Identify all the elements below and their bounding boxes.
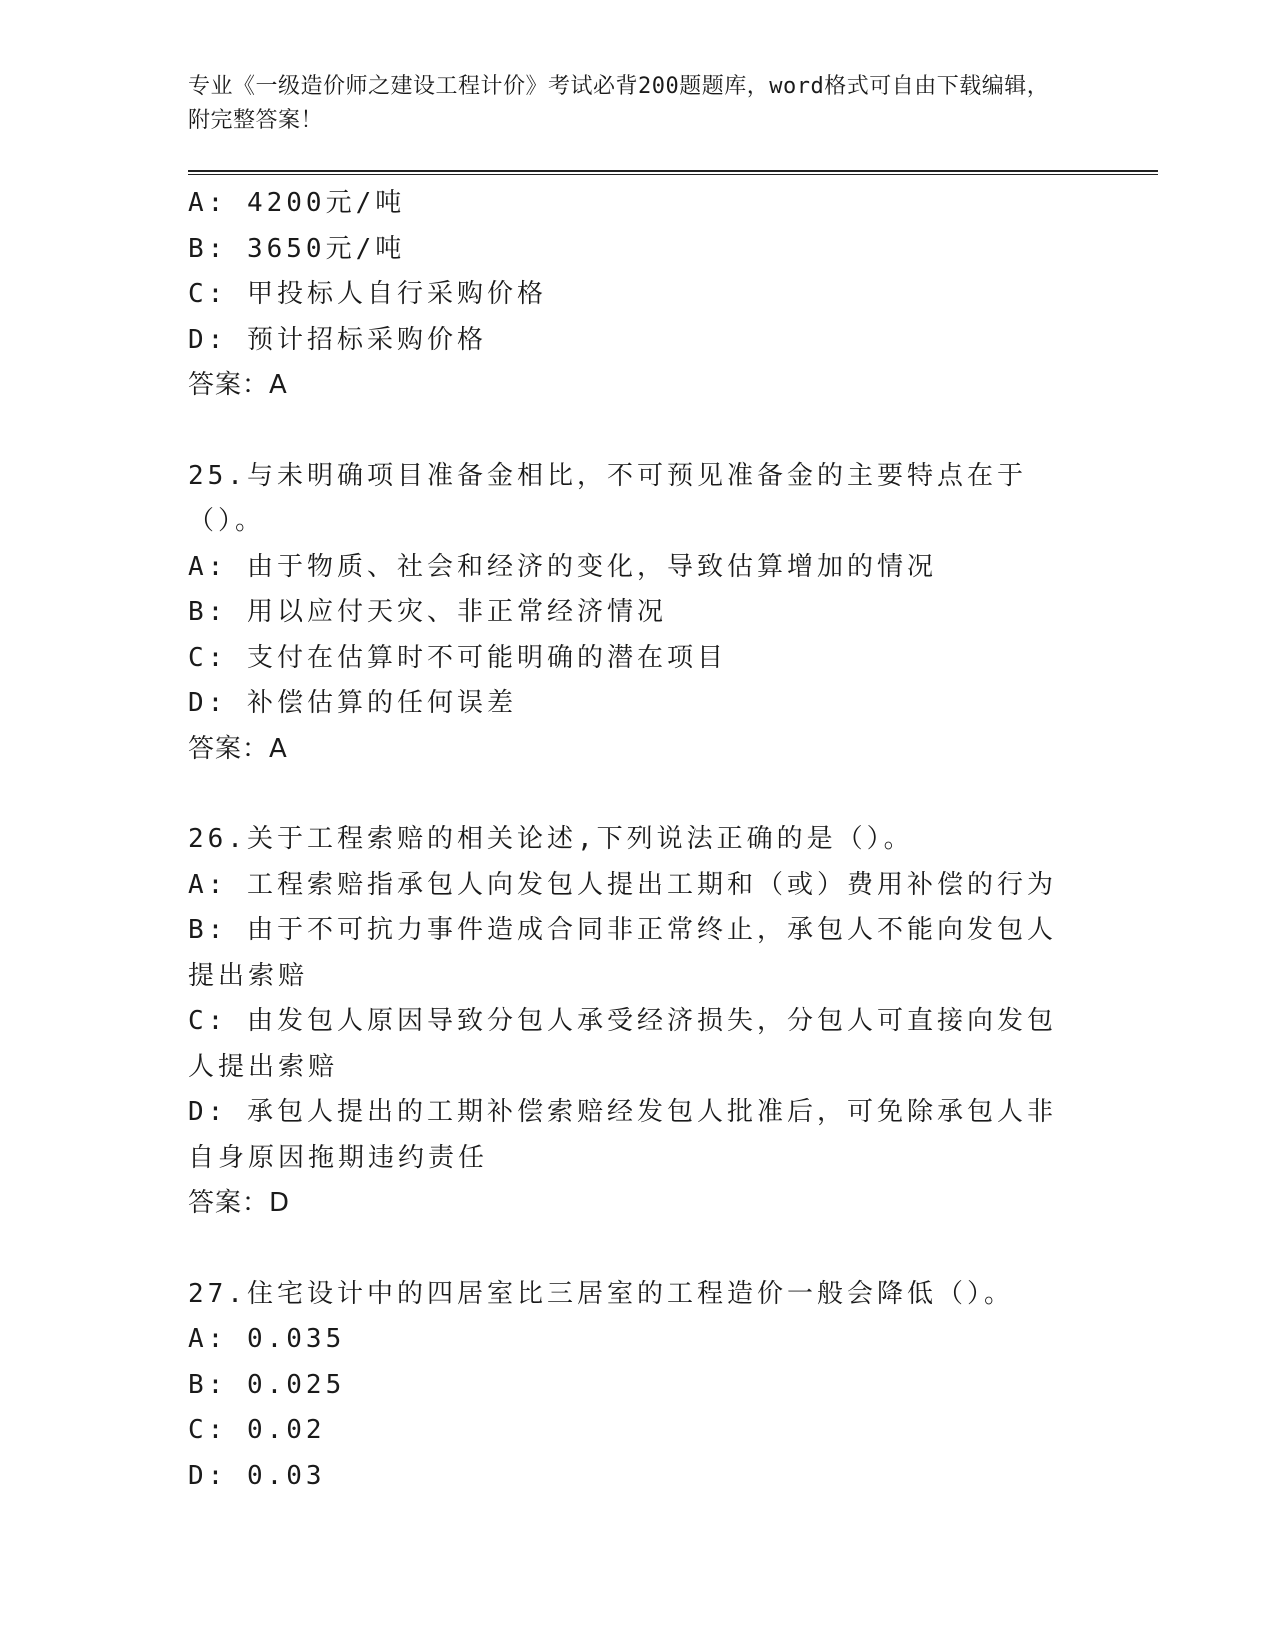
answer-line: 答案：A xyxy=(188,733,288,764)
block-spacer xyxy=(188,772,1148,817)
option-d: D: 补偿估算的任何误差 xyxy=(188,688,517,718)
header-divider xyxy=(188,170,1158,175)
option-a: A: 4200元/吨 xyxy=(188,188,406,218)
option-b: B: 由于不可抗力事件造成合同非正常终止，承包人不能向发包人提出索赔 xyxy=(188,915,1057,991)
document-header: 专业《一级造价师之建设工程计价》考试必背200题题库，word格式可自由下载编辑，附完整答案！ xyxy=(188,74,1050,133)
question-text: 26.关于工程索赔的相关论述,下列说法正确的是（）。 xyxy=(188,824,914,854)
question-text: 25.与未明确项目准备金相比，不可预见准备金的主要特点在于（）。 xyxy=(188,460,1027,536)
document-page xyxy=(188,70,1148,1499)
question-block xyxy=(188,1272,1148,1500)
option-d: D: 承包人提出的工期补偿索赔经发包人批准后，可免除承包人非自身原因拖期违约责任 xyxy=(188,1097,1057,1173)
option-c: C: 由发包人原因导致分包人承受经济损失，分包人可直接向发包人提出索赔 xyxy=(188,1006,1057,1082)
question-block xyxy=(188,454,1148,773)
option-c: C: 0.02 xyxy=(188,1415,326,1445)
block-spacer xyxy=(188,409,1148,454)
option-a: A: 0.035 xyxy=(188,1324,346,1354)
option-b: B: 3650元/吨 xyxy=(188,233,406,264)
option-a: A: 由于物质、社会和经济的变化，导致估算增加的情况 xyxy=(188,551,937,582)
option-b: B: 用以应付天灾、非正常经济情况 xyxy=(188,597,667,627)
option-c: C: 甲投标人自行采购价格 xyxy=(188,279,547,309)
block-spacer xyxy=(188,1227,1148,1272)
answer-line: 答案：D xyxy=(188,1188,291,1218)
question-list xyxy=(188,181,1148,1499)
option-d: D: 预计招标采购价格 xyxy=(188,324,487,355)
option-c: C: 支付在估算时不可能明确的潜在项目 xyxy=(188,642,727,673)
option-d: D: 0.03 xyxy=(188,1460,326,1491)
option-b: B: 0.025 xyxy=(188,1369,346,1400)
question-text: 27.住宅设计中的四居室比三居室的工程造价一般会降低（）。 xyxy=(188,1278,1014,1309)
answer-line: 答案：A xyxy=(188,370,288,400)
question-block xyxy=(188,817,1148,1227)
option-a: A: 工程索赔指承包人向发包人提出工期和（或）费用补偿的行为 xyxy=(188,869,1057,900)
question-block xyxy=(188,181,1148,409)
